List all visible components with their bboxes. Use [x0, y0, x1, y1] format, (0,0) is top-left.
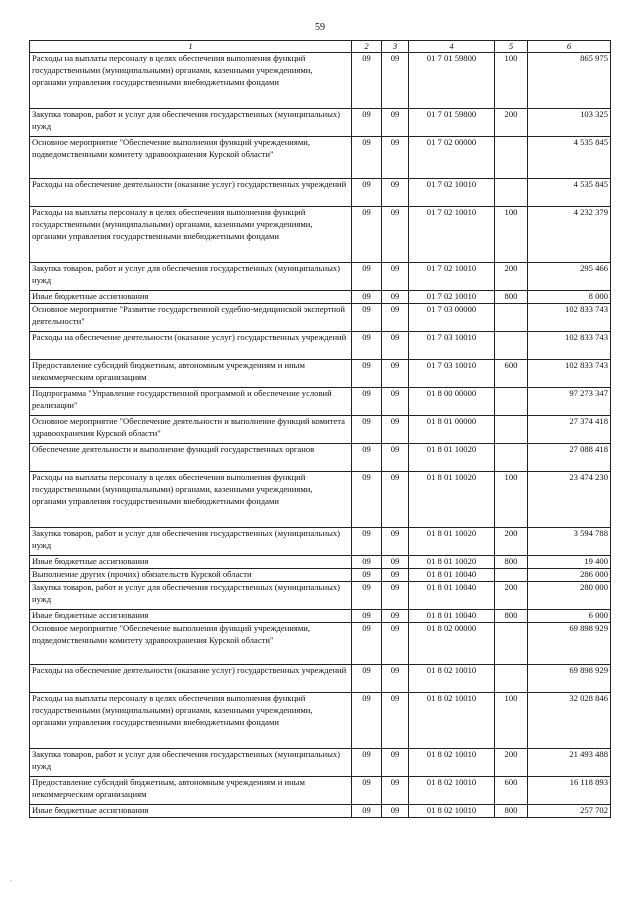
row-expense-type-cell	[495, 444, 528, 472]
table-row	[30, 665, 611, 693]
table-row	[30, 569, 611, 582]
row-section-cell: 09	[352, 665, 382, 693]
row-section-cell: 09	[352, 179, 382, 207]
table-row	[30, 805, 611, 818]
row-name-cell: Расходы на выплаты персоналу в целях обеспечения выполнения функций государственными (муниципальными) органами, казенными учреждениями, органами управления государственными внебюджетными фондами	[30, 693, 352, 749]
row-name-cell: Подпрограмма "Управление государственной программой и обеспечение условий реализации"	[30, 388, 352, 416]
row-target-code-cell: 01 8 02 10010	[409, 749, 495, 777]
table-row	[30, 623, 611, 665]
row-expense-type-cell: 200	[495, 109, 528, 137]
row-amount-cell: 69 898 929	[528, 665, 611, 693]
row-expense-type-cell: 800	[495, 805, 528, 818]
row-amount-cell: 97 273 347	[528, 388, 611, 416]
row-subsection-cell: 09	[382, 528, 409, 556]
row-subsection-cell: 09	[382, 360, 409, 388]
row-subsection-cell: 09	[382, 805, 409, 818]
row-expense-type-cell: 600	[495, 360, 528, 388]
row-name-cell: Расходы на обеспечение деятельности (оказание услуг) государственных учреждений	[30, 332, 352, 360]
row-name-cell: Основное мероприятие "Обеспечение выполнения функций учреждениями, подведомственными комитету здравоохранения Курской области"	[30, 623, 352, 665]
row-target-code-cell: 01 7 02 10010	[409, 207, 495, 263]
row-subsection-cell: 09	[382, 556, 409, 569]
row-subsection-cell: 09	[382, 109, 409, 137]
row-expense-type-cell: 800	[495, 556, 528, 569]
row-expense-type-cell	[495, 332, 528, 360]
row-section-cell: 09	[352, 291, 382, 304]
header-col-2: 2	[352, 41, 382, 53]
row-subsection-cell: 09	[382, 610, 409, 623]
row-expense-type-cell: 600	[495, 777, 528, 805]
row-section-cell: 09	[352, 444, 382, 472]
row-name-cell: Закупка товаров, работ и услуг для обеспечения государственных (муниципальных) нужд	[30, 109, 352, 137]
table-row	[30, 416, 611, 444]
row-name-cell: Закупка товаров, работ и услуг для обеспечения государственных (муниципальных) нужд	[30, 528, 352, 556]
row-subsection-cell: 09	[382, 582, 409, 610]
row-section-cell: 09	[352, 263, 382, 291]
row-name-cell: Расходы на обеспечение деятельности (оказание услуг) государственных учреждений	[30, 179, 352, 207]
row-amount-cell: 16 118 893	[528, 777, 611, 805]
row-section-cell: 09	[352, 805, 382, 818]
row-name-cell: Иные бюджетные ассигнования	[30, 610, 352, 623]
header-col-6: 6	[528, 41, 611, 53]
row-section-cell: 09	[352, 569, 382, 582]
budget-table	[29, 40, 611, 818]
row-subsection-cell: 09	[382, 693, 409, 749]
row-target-code-cell: 01 8 02 10010	[409, 805, 495, 818]
table-row	[30, 528, 611, 556]
row-target-code-cell: 01 8 01 10020	[409, 528, 495, 556]
table-row	[30, 263, 611, 291]
table-row	[30, 582, 611, 610]
row-section-cell: 09	[352, 610, 382, 623]
row-section-cell: 09	[352, 472, 382, 528]
row-amount-cell: 6 000	[528, 610, 611, 623]
header-col-5: 5	[495, 41, 528, 53]
row-subsection-cell: 09	[382, 472, 409, 528]
table-row	[30, 472, 611, 528]
row-section-cell: 09	[352, 416, 382, 444]
row-expense-type-cell	[495, 569, 528, 582]
row-section-cell: 09	[352, 556, 382, 569]
table-row	[30, 137, 611, 179]
table-row	[30, 332, 611, 360]
row-amount-cell: 4 232 379	[528, 207, 611, 263]
table-row	[30, 360, 611, 388]
row-target-code-cell: 01 8 02 00000	[409, 623, 495, 665]
row-subsection-cell: 09	[382, 416, 409, 444]
row-expense-type-cell: 800	[495, 291, 528, 304]
row-target-code-cell: 01 8 02 10010	[409, 777, 495, 805]
row-name-cell: Расходы на выплаты персоналу в целях обеспечения выполнения функций государственными (муниципальными) органами, казенными учреждениями, органами управления государственными внебюджетными фондами	[30, 207, 352, 263]
row-section-cell: 09	[352, 388, 382, 416]
row-section-cell: 09	[352, 749, 382, 777]
table-row	[30, 109, 611, 137]
row-subsection-cell: 09	[382, 137, 409, 179]
table-row	[30, 388, 611, 416]
table-row	[30, 291, 611, 304]
table-row	[30, 693, 611, 749]
row-name-cell: Предоставление субсидий бюджетным, автономным учреждениям и иным некоммерческим организациям	[30, 360, 352, 388]
row-expense-type-cell: 200	[495, 582, 528, 610]
row-target-code-cell: 01 7 03 00000	[409, 304, 495, 332]
row-target-code-cell: 01 7 03 10010	[409, 332, 495, 360]
row-expense-type-cell: 100	[495, 207, 528, 263]
row-subsection-cell: 09	[382, 623, 409, 665]
row-subsection-cell: 09	[382, 665, 409, 693]
row-amount-cell: 102 833 743	[528, 360, 611, 388]
row-target-code-cell: 01 8 02 10010	[409, 665, 495, 693]
row-amount-cell: 19 400	[528, 556, 611, 569]
row-amount-cell: 4 535 845	[528, 179, 611, 207]
row-amount-cell: 103 325	[528, 109, 611, 137]
row-expense-type-cell: 100	[495, 693, 528, 749]
table-row	[30, 207, 611, 263]
table-row	[30, 610, 611, 623]
row-section-cell: 09	[352, 528, 382, 556]
row-expense-type-cell: 100	[495, 53, 528, 109]
row-target-code-cell: 01 8 01 10040	[409, 610, 495, 623]
row-amount-cell: 102 833 743	[528, 304, 611, 332]
row-expense-type-cell: 200	[495, 528, 528, 556]
row-name-cell: Закупка товаров, работ и услуг для обеспечения государственных (муниципальных) нужд	[30, 582, 352, 610]
row-expense-type-cell	[495, 304, 528, 332]
table-header-row	[30, 41, 611, 53]
row-subsection-cell: 09	[382, 263, 409, 291]
table-row	[30, 444, 611, 472]
table-row	[30, 179, 611, 207]
table-row	[30, 53, 611, 109]
row-amount-cell: 69 898 929	[528, 623, 611, 665]
header-col-1: 1	[30, 41, 352, 53]
row-target-code-cell: 01 8 01 10040	[409, 569, 495, 582]
row-expense-type-cell	[495, 416, 528, 444]
row-target-code-cell: 01 7 01 59800	[409, 109, 495, 137]
row-name-cell: Предоставление субсидий бюджетным, автономным учреждениям и иным некоммерческим организациям	[30, 777, 352, 805]
row-target-code-cell: 01 7 02 10010	[409, 263, 495, 291]
row-amount-cell: 32 028 846	[528, 693, 611, 749]
row-name-cell: Расходы на обеспечение деятельности (оказание услуг) государственных учреждений	[30, 665, 352, 693]
row-amount-cell: 865 975	[528, 53, 611, 109]
row-expense-type-cell	[495, 179, 528, 207]
row-name-cell: Основное мероприятие "Развитие государственной судебно-медицинской экспертной деятельности"	[30, 304, 352, 332]
row-target-code-cell: 01 8 01 10040	[409, 582, 495, 610]
row-subsection-cell: 09	[382, 777, 409, 805]
row-name-cell: Выполнение других (прочих) обязательств Курской области	[30, 569, 352, 582]
row-amount-cell: 21 493 488	[528, 749, 611, 777]
row-section-cell: 09	[352, 693, 382, 749]
row-target-code-cell: 01 8 01 10020	[409, 556, 495, 569]
row-target-code-cell: 01 8 01 10020	[409, 472, 495, 528]
margin-mark: ·	[10, 877, 13, 885]
row-amount-cell: 295 466	[528, 263, 611, 291]
row-section-cell: 09	[352, 582, 382, 610]
row-section-cell: 09	[352, 623, 382, 665]
row-name-cell: Закупка товаров, работ и услуг для обеспечения государственных (муниципальных) нужд	[30, 749, 352, 777]
row-name-cell: Расходы на выплаты персоналу в целях обеспечения выполнения функций государственными (муниципальными) органами, казенными учреждениями, органами управления государственными внебюджетными фондами	[30, 53, 352, 109]
row-amount-cell: 8 000	[528, 291, 611, 304]
row-subsection-cell: 09	[382, 388, 409, 416]
row-subsection-cell: 09	[382, 179, 409, 207]
table-row	[30, 777, 611, 805]
row-amount-cell: 27 088 418	[528, 444, 611, 472]
table-row	[30, 304, 611, 332]
row-target-code-cell: 01 8 01 00000	[409, 416, 495, 444]
row-subsection-cell: 09	[382, 444, 409, 472]
row-target-code-cell: 01 7 03 10010	[409, 360, 495, 388]
row-expense-type-cell	[495, 665, 528, 693]
row-name-cell: Иные бюджетные ассигнования	[30, 291, 352, 304]
table-body	[30, 53, 611, 818]
row-target-code-cell: 01 7 02 10010	[409, 179, 495, 207]
row-subsection-cell: 09	[382, 749, 409, 777]
row-amount-cell: 280 000	[528, 582, 611, 610]
row-subsection-cell: 09	[382, 304, 409, 332]
row-section-cell: 09	[352, 109, 382, 137]
row-expense-type-cell: 200	[495, 263, 528, 291]
row-expense-type-cell: 200	[495, 749, 528, 777]
row-amount-cell: 102 833 743	[528, 332, 611, 360]
row-target-code-cell: 01 7 02 10010	[409, 291, 495, 304]
table-row	[30, 749, 611, 777]
row-expense-type-cell	[495, 388, 528, 416]
row-expense-type-cell: 800	[495, 610, 528, 623]
row-amount-cell: 4 535 845	[528, 137, 611, 179]
row-target-code-cell: 01 8 01 10020	[409, 444, 495, 472]
row-target-code-cell: 01 7 02 00000	[409, 137, 495, 179]
row-section-cell: 09	[352, 137, 382, 179]
row-subsection-cell: 09	[382, 207, 409, 263]
header-col-3: 3	[382, 41, 409, 53]
row-section-cell: 09	[352, 360, 382, 388]
row-section-cell: 09	[352, 777, 382, 805]
row-subsection-cell: 09	[382, 569, 409, 582]
row-name-cell: Закупка товаров, работ и услуг для обеспечения государственных (муниципальных) нужд	[30, 263, 352, 291]
row-subsection-cell: 09	[382, 53, 409, 109]
row-name-cell: Основное мероприятие "Обеспечение выполнения функций учреждениями, подведомственными комитету здравоохранения Курской области"	[30, 137, 352, 179]
row-amount-cell: 27 374 418	[528, 416, 611, 444]
row-amount-cell: 257 702	[528, 805, 611, 818]
row-name-cell: Иные бюджетные ассигнования	[30, 556, 352, 569]
page-number: 59	[315, 22, 325, 33]
row-amount-cell: 23 474 230	[528, 472, 611, 528]
row-subsection-cell: 09	[382, 291, 409, 304]
row-section-cell: 09	[352, 53, 382, 109]
row-amount-cell: 3 594 788	[528, 528, 611, 556]
row-name-cell: Иные бюджетные ассигнования	[30, 805, 352, 818]
row-expense-type-cell: 100	[495, 472, 528, 528]
row-target-code-cell: 01 8 00 00000	[409, 388, 495, 416]
header-col-4: 4	[409, 41, 495, 53]
row-name-cell: Расходы на выплаты персоналу в целях обеспечения выполнения функций государственными (муниципальными) органами, казенными учреждениями, органами управления государственными внебюджетными фондами	[30, 472, 352, 528]
row-section-cell: 09	[352, 207, 382, 263]
row-name-cell: Основное мероприятие "Обеспечение деятельности и выполнение функций комитета здравоохранения Курской области"	[30, 416, 352, 444]
row-target-code-cell: 01 7 01 59800	[409, 53, 495, 109]
row-subsection-cell: 09	[382, 332, 409, 360]
row-target-code-cell: 01 8 02 10010	[409, 693, 495, 749]
row-expense-type-cell	[495, 623, 528, 665]
row-section-cell: 09	[352, 332, 382, 360]
table-row	[30, 556, 611, 569]
row-name-cell: Обеспечение деятельности и выполнение функций государственных органов	[30, 444, 352, 472]
row-expense-type-cell	[495, 137, 528, 179]
row-section-cell: 09	[352, 304, 382, 332]
row-amount-cell: 286 000	[528, 569, 611, 582]
